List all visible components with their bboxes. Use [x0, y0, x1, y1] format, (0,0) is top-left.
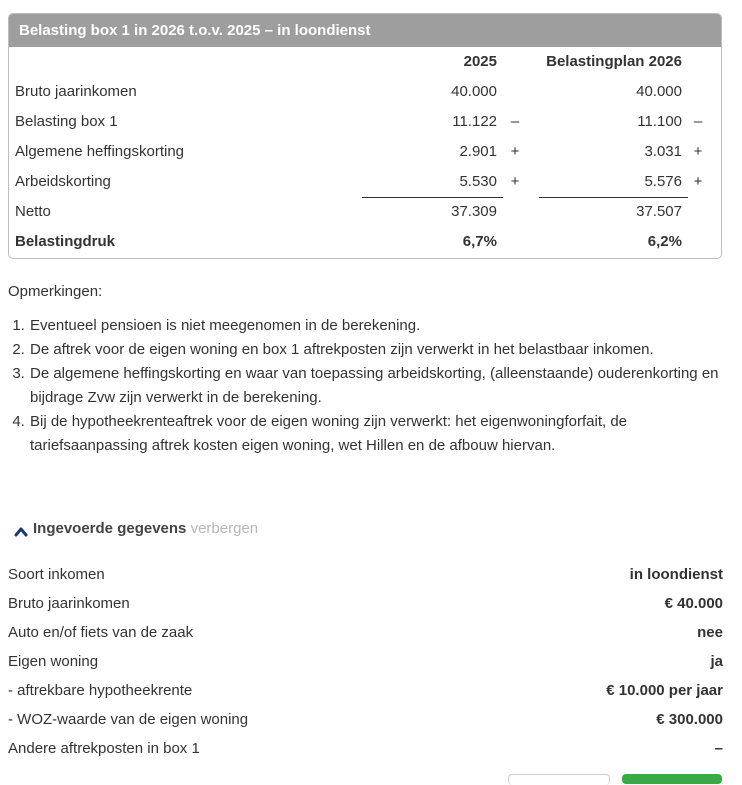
value-2026: 11.100: [637, 113, 682, 130]
table-row: [9, 167, 721, 197]
input-row: [8, 647, 723, 676]
input-row: [8, 560, 723, 589]
card-title: Belasting box 1 in 2026 t.o.v. 2025 – in loondienst: [9, 14, 721, 47]
input-value: ja: [710, 653, 723, 670]
input-label: - WOZ-waarde van de eigen woning: [8, 711, 249, 728]
operator-2025: –: [510, 113, 520, 130]
input-label: - aftrekbare hypotheekrente: [8, 682, 193, 699]
input-row: [8, 734, 723, 763]
operator-2025: +: [510, 143, 520, 160]
input-label: Soort inkomen: [8, 566, 105, 583]
table-row: [9, 137, 721, 167]
input-value: € 10.000 per jaar: [606, 682, 723, 699]
secondary-button[interactable]: [508, 774, 610, 785]
hide-link[interactable]: verbergen: [190, 520, 259, 537]
value-2026: 40.000: [636, 83, 682, 100]
input-section-toggle[interactable]: [14, 518, 258, 540]
primary-button[interactable]: [622, 774, 722, 784]
list-item: 3. De algemene heffingskorting en waar van toepassing arbeidskorting, (alleenstaande) ouderenkorting en bijdrage Zvw zijn verwerkt in de berekening.: [29, 362, 729, 410]
input-label: Bruto jaarinkomen: [8, 595, 130, 612]
value-2025: 2.901: [459, 143, 497, 160]
row-label: Belasting box 1: [15, 113, 118, 130]
table-row: [9, 197, 721, 227]
list-item: 1. Eventueel pensioen is niet meegenomen in de berekening.: [29, 314, 729, 338]
row-label: Belastingdruk: [15, 233, 116, 250]
table-row: [9, 77, 721, 107]
input-value: in loondienst: [629, 566, 723, 583]
table-row: [9, 107, 721, 137]
remarks-list: [8, 314, 729, 458]
operator-2025: +: [510, 173, 520, 190]
value-2025: 6,7%: [462, 233, 497, 250]
value-2025: 11.122: [452, 113, 497, 130]
operator-2026: +: [693, 173, 703, 190]
col-2026-header: Belastingplan 2026: [546, 53, 682, 70]
remarks-title: Opmerkingen:: [8, 283, 103, 300]
table-row-total: [9, 227, 721, 257]
chevron-up-icon: [14, 523, 28, 535]
value-2025: 40.000: [451, 83, 497, 100]
col-2025-header: 2025: [463, 53, 497, 70]
input-section-title: Ingevoerde gegevens: [33, 520, 187, 537]
input-row: [8, 618, 723, 647]
input-value: € 300.000: [656, 711, 723, 728]
value-2026: 5.576: [644, 173, 682, 190]
value-2026: 3.031: [644, 143, 682, 160]
operator-2026: –: [693, 113, 703, 130]
value-2026: 37.507: [636, 203, 682, 220]
row-label: Arbeidskorting: [15, 173, 111, 190]
row-label: Netto: [15, 203, 51, 220]
input-value: € 40.000: [664, 595, 723, 612]
tax-comparison-card: [8, 13, 722, 259]
row-label: Bruto jaarinkomen: [15, 83, 137, 100]
input-row: [8, 676, 723, 705]
input-row: [8, 705, 723, 734]
column-header-row: [9, 47, 721, 77]
input-row: [8, 589, 723, 618]
input-label: Auto en/of fiets van de zaak: [8, 624, 194, 641]
row-label: Algemene heffingskorting: [15, 143, 184, 160]
operator-2026: +: [693, 143, 703, 160]
list-item: 4. Bij de hypotheekrenteaftrek voor de eigen woning zijn verwerkt: het eigenwoningforfait, de tariefsaanpassing aftrek kosten eigen woning, wet Hillen en de afbouw hiervan.: [29, 410, 729, 458]
input-label: Eigen woning: [8, 653, 99, 670]
list-item: 2. De aftrek voor de eigen woning en box 1 aftrekposten zijn verwerkt in het belastbaar inkomen.: [29, 338, 729, 362]
input-value: –: [714, 740, 723, 757]
input-label: Andere aftrekposten in box 1: [8, 740, 200, 757]
input-value: nee: [697, 624, 723, 641]
value-2025: 5.530: [459, 173, 497, 190]
value-2026: 6,2%: [647, 233, 682, 250]
value-2025: 37.309: [451, 203, 497, 220]
